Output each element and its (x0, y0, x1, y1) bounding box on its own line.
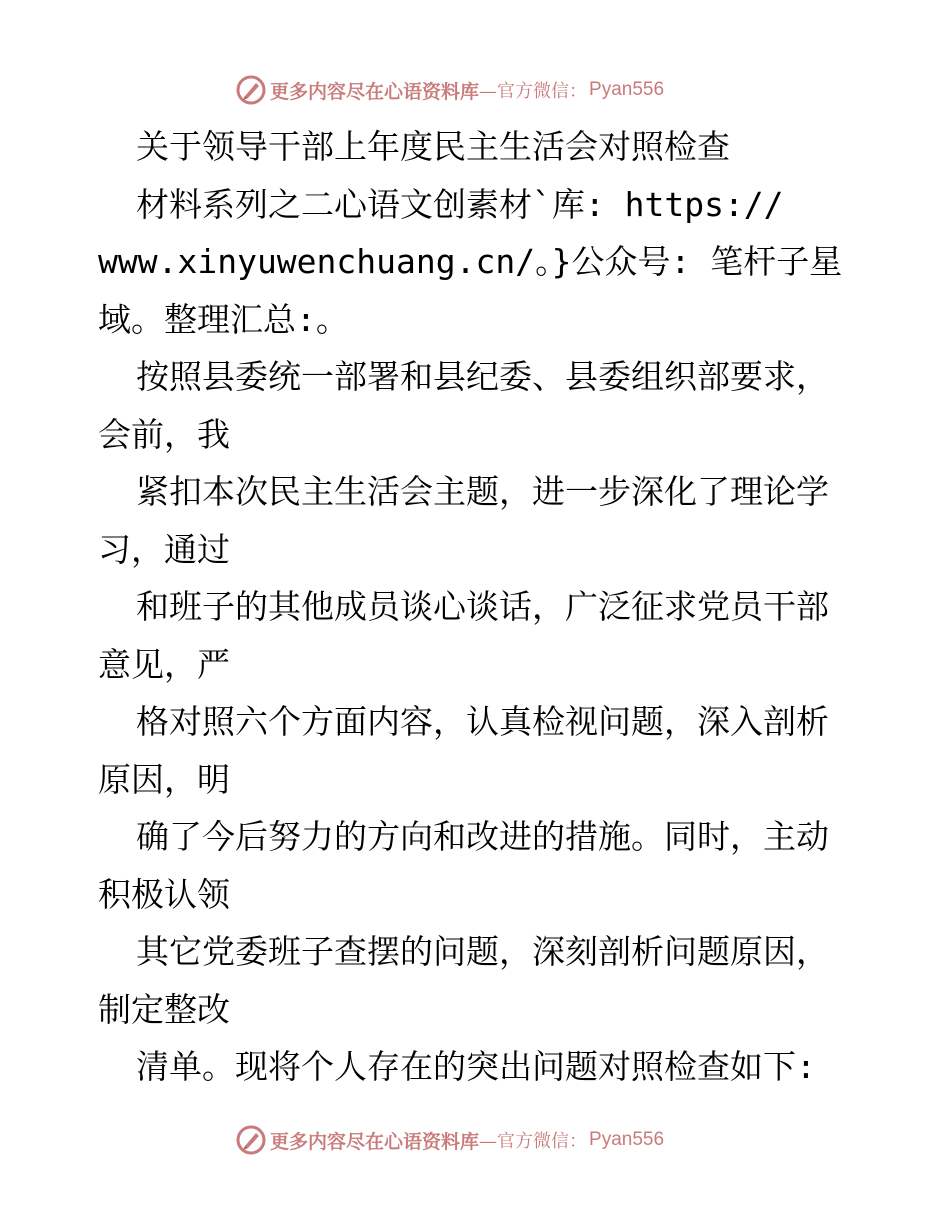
text-line: 习，通过 (98, 529, 230, 569)
text-line: 确了今后努力的方向和改进的措施。同时，主动 (136, 817, 829, 856)
text-line: 格对照六个方面内容，认真检视问题，深入剖析 (136, 702, 829, 741)
text-line: 紧扣本次民主生活会主题，进一步深化了理论学 (136, 472, 829, 511)
document-body (98, 118, 868, 1096)
watermark-sub-text: —官方微信： (479, 81, 588, 102)
text-line: 制定整改 (98, 989, 230, 1029)
text-line: 清单。现将个人存在的突出问题对照检查如下: (136, 1047, 816, 1086)
text-line: 按照县委统一部署和县纪委、县委组织部要求， (136, 357, 829, 396)
watermark-main-text: 更多内容尽在心语资料库 (270, 80, 480, 103)
watermark-wechat-id: Pyan556 (589, 79, 665, 100)
pen-logo-icon (236, 1125, 266, 1155)
text-line: 关于领导干部上年度民主生活会对照检查 (136, 127, 730, 166)
watermark-sub-text: —官方微信： (479, 1131, 588, 1152)
text-line: 和班子的其他成员谈心谈话，广泛征求党员干部 (136, 587, 829, 626)
watermark-wechat-id: Pyan556 (589, 1129, 665, 1150)
text-line: www.xinyuwenchuang.cn/。}公众号: 笔杆子星 (98, 242, 843, 281)
text-line: 意见，严 (98, 644, 230, 684)
header-watermark (236, 75, 664, 105)
text-line: 材料系列之二心语文创素材`库: https:// (136, 184, 784, 224)
text-line: 原因，明 (98, 759, 230, 799)
text-line: 会前，我 (98, 414, 230, 454)
footer-watermark (236, 1125, 664, 1155)
text-line: 域。整理汇总:。 (98, 299, 349, 339)
watermark-main-text: 更多内容尽在心语资料库 (270, 1130, 480, 1153)
pen-logo-icon (236, 75, 266, 105)
text-line: 其它党委班子查摆的问题，深刻剖析问题原因， (136, 932, 829, 971)
text-line: 积极认领 (98, 874, 230, 914)
